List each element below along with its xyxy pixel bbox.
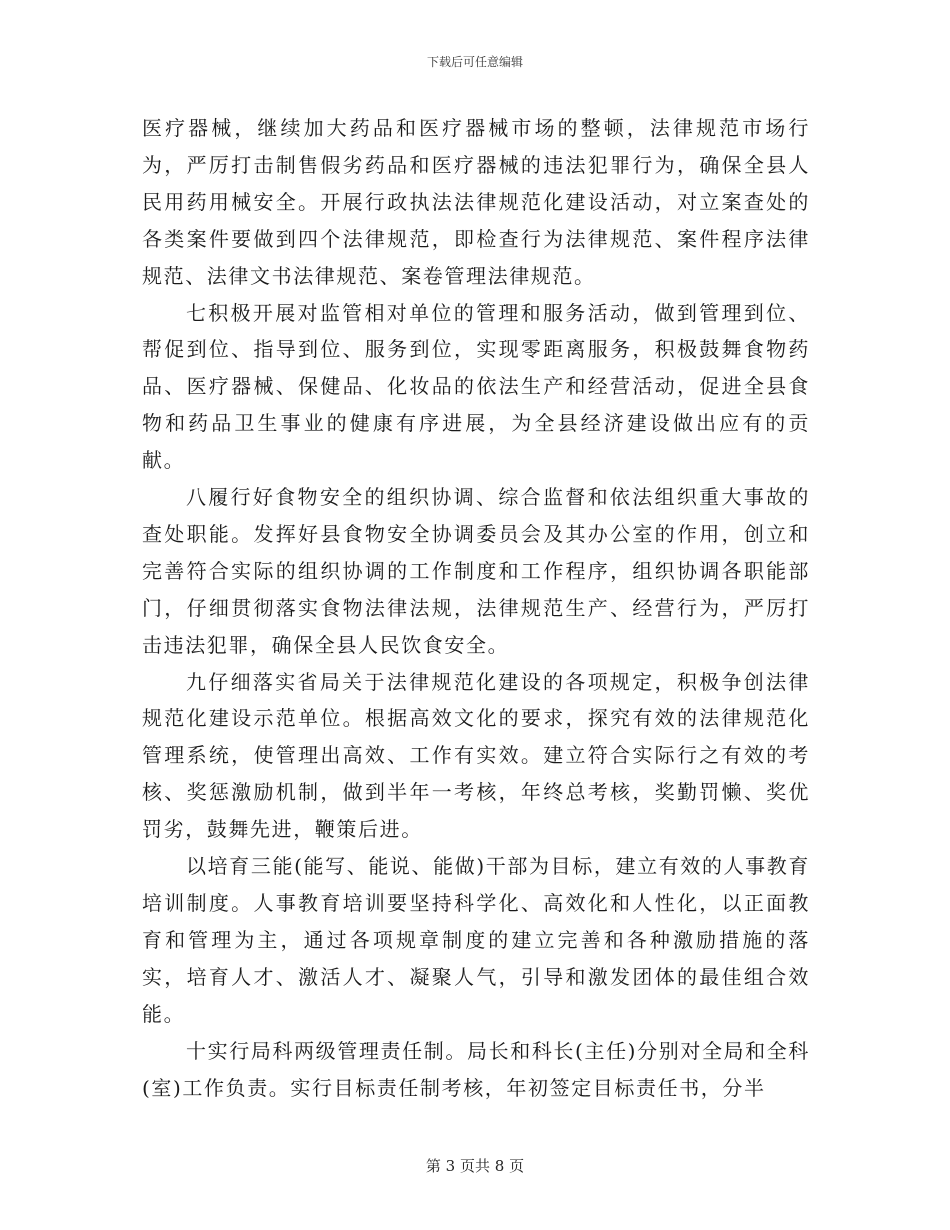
paragraph-4: 九仔细落实省局关于法律规范化建设的各项规定，积极争创法律规范化建设示范单位。根据高效文化的要求，探究有效的法律规范化管理系统，使管理出高效、工作有实效。建立符合实际行之有效的考核、奖惩激励机制，做到半年一考核，年终总考核，奖勤罚懒、奖优罚劣，鼓舞先进，鞭策后进。 [142, 669, 810, 842]
page-number: 第 3 页共 8 页 [425, 1157, 525, 1175]
body-text-block-1 [142, 110, 810, 479]
paragraph-2: 七积极开展对监管相对单位的管理和服务活动，做到管理到位、帮促到位、指导到位、服务到位，实现零距离服务，积极鼓舞食物药品、医疗器械、保健品、化妆品的依法生产和经营活动，促进全县食物和药品卫生事业的健康有序进展，为全县经济建设做出应有的贡献。 [142, 300, 810, 473]
header-note: 下载后可任意编辑 [426, 55, 523, 69]
body-text-block-2 [142, 479, 810, 1106]
paragraph-3: 八履行好食物安全的组织协调、综合监督和依法组织重大事故的查处职能。发挥好县食物安全协调委员会及其办公室的作用，创立和完善符合实际的组织协调的工作制度和工作程序，组织协调各职能部门，仔细贯彻落实食物法律法规，法律规范生产、经营行为，严厉打击违法犯罪，确保全县人民饮食安全。 [142, 485, 810, 657]
paragraph-5: 以培育三能(能写、能说、能做)干部为目标，建立有效的人事教育培训制度。人事教育培训要坚持科学化、高效化和人性化，以正面教育和管理为主，通过各项规章制度的建立完善和各种激励措施的落实，培育人才、激活人才、凝聚人气，引导和激发团体的最佳组合效能。 [142, 854, 810, 1026]
paragraph-1: 医疗器械，继续加大药品和医疗器械市场的整顿，法律规范市场行为，严厉打击制售假劣药品和医疗器械的违法犯罪行为，确保全县人民用药用械安全。开展行政执法法律规范化建设活动，对立案查处的各类案件要做到四个法律规范，即检查行为法律规范、案件程序法律规范、法律文书法律规范、案卷管理法律规范。 [142, 116, 810, 288]
paragraph-6: 十实行局科两级管理责任制。局长和科长(主任)分别对全局和全科(室)工作负责。实行目标责任制考核，年初签定目标责任书，分半 [142, 1038, 810, 1100]
